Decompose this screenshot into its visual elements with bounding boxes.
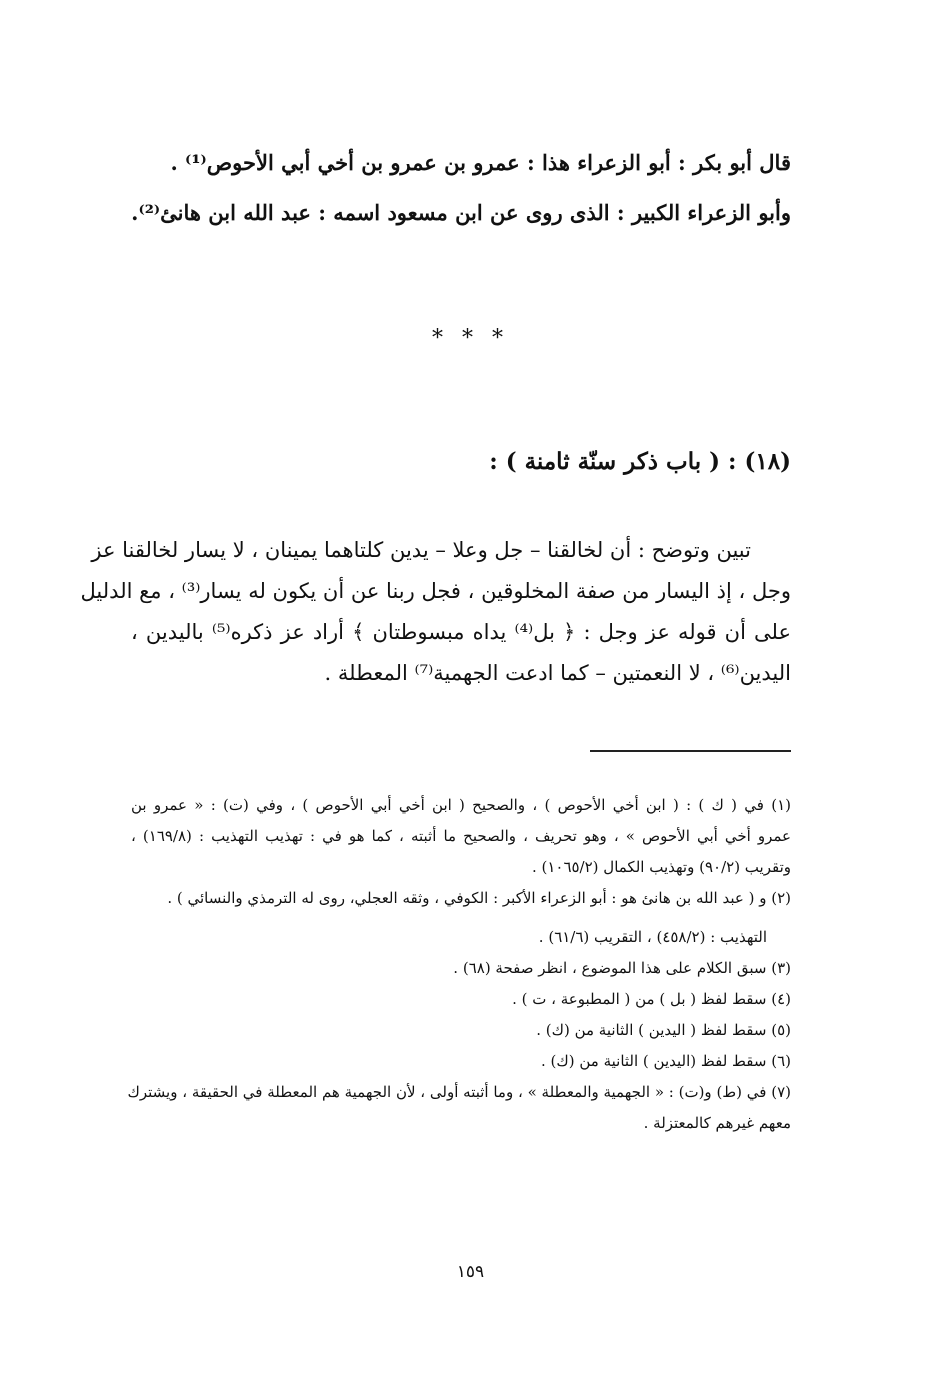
footnote-5: (٥) سقط لفظ ( اليدين ) الثانية من (ك) .	[536, 1021, 791, 1039]
footnote-4: (٤) سقط لفظ ( بل ) من ( المطبوعة ، ت ) .	[512, 990, 791, 1008]
section-divider: * * *	[432, 326, 509, 351]
footnote-3: (٣) سبق الكلام على هذا الموضوع ، انظر صفحة (٦٨) .	[453, 959, 791, 977]
footnote-1-line-2: عمرو أخي أبي الأحوص » ، وهو تحريف ، والصحيح ما أثبته ، كما هو في : تهذيب التهذيب : (١٦٩/٨) ،	[131, 827, 791, 845]
footnote-separator	[590, 750, 791, 752]
footnotes	[127, 790, 791, 1139]
body-paragraph	[80, 530, 791, 694]
opening-line-1: قال أبو بكر : أبو الزعراء هذا : عمرو بن عمرو بن أخي أبي الأحوص⁽¹⁾ .	[170, 150, 791, 175]
opening-paragraph	[131, 138, 791, 238]
body-line-4: اليدين⁽⁶⁾ ، لا النعمتين – كما ادعت الجهمية⁽⁷⁾ المعطلة .	[324, 661, 791, 685]
footnote-7-line-2: معهم غيرهم كالمعتزلة .	[643, 1114, 791, 1132]
opening-line-2: وأبو الزعراء الكبير : الذى روى عن ابن مسعود اسمه : عبد الله ابن هانئ⁽²⁾.	[131, 200, 791, 225]
page-number: ١٥٩	[456, 1262, 485, 1282]
body-line-1: تبين وتوضح : أن لخالقنا – جل وعلا – يدين كلتاهما يمينان ، لا يسار لخالقنا عز	[91, 538, 751, 562]
footnote-1-line-1: (١) في ( ك ) : ( ابن أخي الأحوص ) ، والصحيح ( ابن أخي أبي الأحوص ) ، وفي (ت) : « عمرو بن	[131, 796, 791, 814]
body-line-2: وجل ، إذ اليسار من صفة المخلوقين ، فجل ربنا عن أن يكون له يسار⁽³⁾ ، مع الدليل	[80, 579, 791, 603]
footnote-2-line-2: التهذيب : (٤٥٨/٢) ، التقريب (٦١/٦) .	[538, 928, 767, 946]
footnote-1-line-3: وتقريب (٩٠/٢) وتهذيب الكمال (١٠٦٥/٢) .	[531, 858, 791, 876]
footnote-7-line-1: (٧) في (ط) و(ت) : « الجهمية والمعطلة » ، وما أثبته أولى ، لأن الجهمية هم المعطلة في الحقيقة ، ويشترك	[127, 1083, 791, 1101]
footnote-6: (٦) سقط لفظ (اليدين ) الثانية من (ك) .	[540, 1052, 791, 1070]
section-title: (١٨) : ( باب ذكر سنّة ثامنة ) :	[489, 448, 791, 475]
body-line-3: على أن قوله عز وجل : ﴿ بل⁽⁴⁾ يداه مبسوطتان ﴾ أراد عز ذكره⁽⁵⁾ باليدين ،	[131, 620, 791, 644]
footnote-2-line-1: (٢) و ( عبد الله بن هانئ هو : أبو الزعراء الأكبر : الكوفي ، وثقه العجلي، روى له الترمذي والنسائي ) .	[167, 889, 791, 907]
